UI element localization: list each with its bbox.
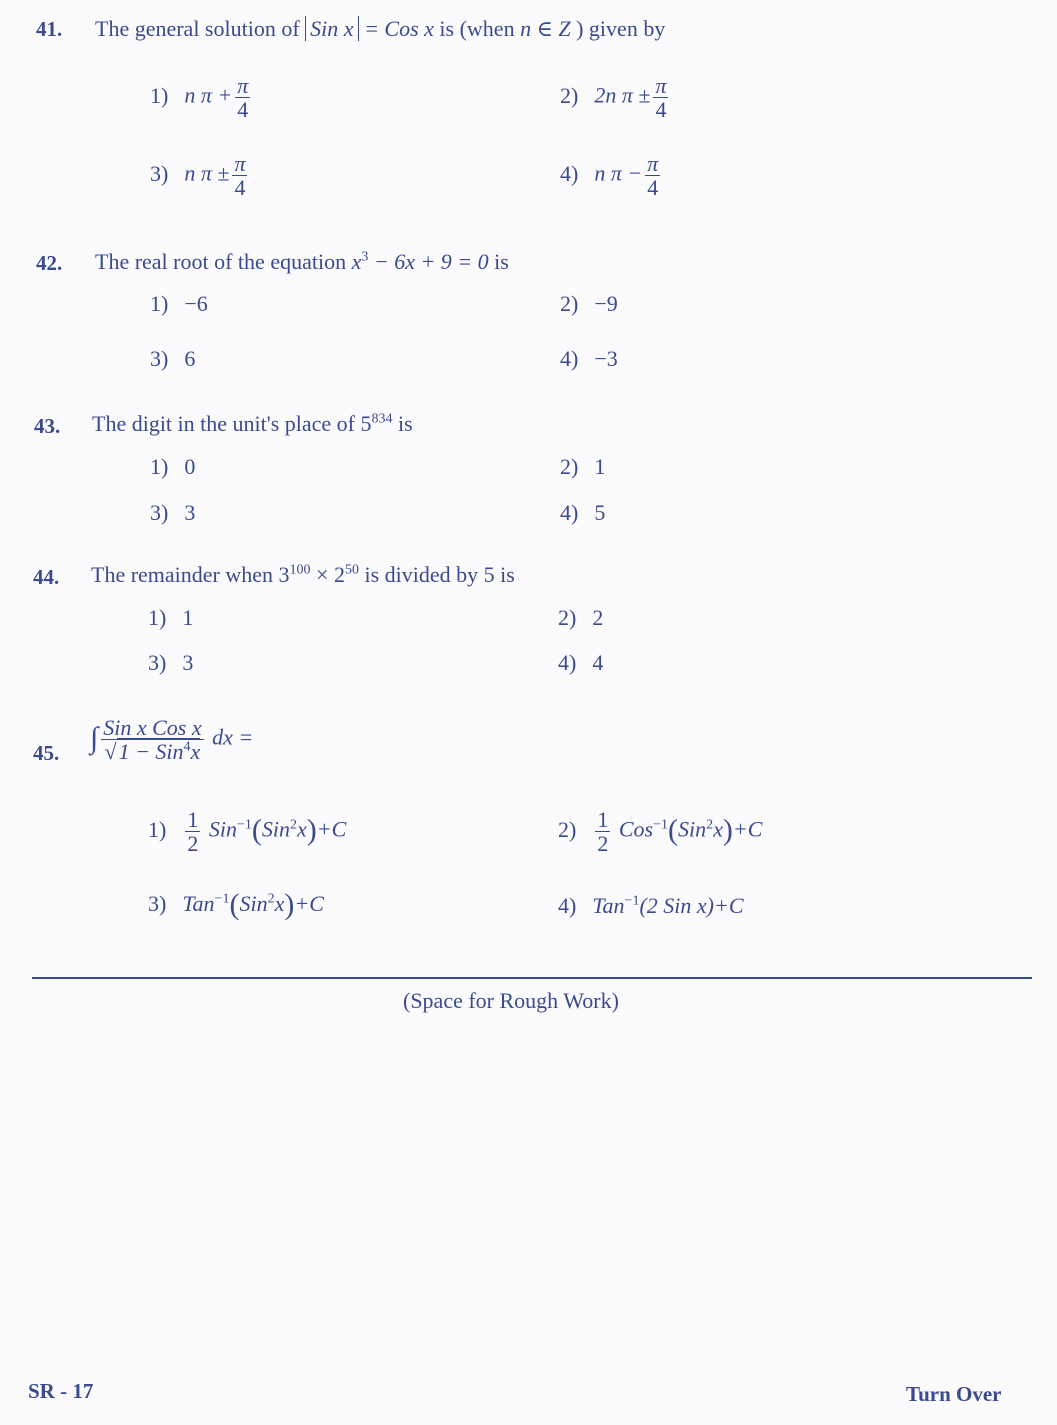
- option-label: 2): [560, 82, 579, 108]
- q44-base1: 3: [278, 562, 290, 587]
- q45-den-pre: 1 − Sin: [118, 739, 184, 765]
- frac-den: 4: [655, 97, 667, 123]
- frac-den: 2: [597, 831, 609, 857]
- q44-base2: 2: [333, 562, 345, 587]
- option-arg-exp: 2: [289, 817, 297, 833]
- option-inv: −1: [214, 891, 230, 907]
- q45-option-4[interactable]: [558, 893, 744, 919]
- option-value: 3: [184, 500, 196, 525]
- q41-stem-post: ) given by: [576, 16, 666, 41]
- frac-den: 4: [237, 97, 249, 123]
- option-value: 5: [594, 500, 606, 525]
- option-label: 1): [150, 454, 169, 479]
- option-label: 1): [150, 291, 169, 316]
- q42-option-2[interactable]: [560, 291, 618, 317]
- option-fn: Sin: [208, 816, 237, 842]
- q42-stem-exp: 3: [361, 249, 369, 265]
- option-inv: −1: [624, 893, 640, 909]
- option-fn: Cos: [618, 816, 654, 842]
- frac-num: π: [237, 73, 249, 98]
- q45-den-post: x: [190, 739, 201, 765]
- option-tail: +C: [713, 893, 744, 918]
- frac-den: 4: [234, 175, 246, 201]
- q44-option-4[interactable]: [558, 650, 603, 676]
- q42-option-4[interactable]: [560, 346, 618, 372]
- question-45-number: 45.: [33, 741, 60, 765]
- option-label: 2): [558, 816, 577, 842]
- option-label: 4): [558, 893, 577, 918]
- question-44-number: 44.: [33, 565, 60, 589]
- question-42-stem: [95, 249, 509, 275]
- q43-stem-base: 5: [360, 411, 372, 436]
- option-arg: Sin: [261, 816, 290, 842]
- question-41-number: 41.: [36, 17, 63, 41]
- option-arg-post: x: [274, 891, 285, 916]
- q44-stem-post: is divided by 5 is: [364, 562, 515, 587]
- option-value: 1: [182, 605, 194, 630]
- option-fn: Tan: [182, 891, 215, 916]
- option-label: 4): [560, 346, 579, 371]
- option-value: −6: [184, 291, 208, 316]
- q41-stem-pre: The general solution of: [95, 16, 300, 41]
- rough-work-divider: [32, 977, 1032, 979]
- turn-over-label: Turn Over: [906, 1382, 1002, 1406]
- option-inv: −1: [653, 817, 668, 833]
- q43-option-4[interactable]: [560, 500, 605, 526]
- q44-option-1[interactable]: [148, 605, 193, 631]
- q41-stem-eq: = Cos x: [364, 16, 434, 41]
- option-arg: Sin: [677, 816, 707, 842]
- option-arg-exp: 2: [267, 891, 275, 907]
- integral-sign: ∫: [90, 721, 99, 755]
- q45-option-3[interactable]: 3) Tan$^{-1}$(Sin$^2$x)+C: [148, 888, 324, 921]
- option-label: 3): [148, 891, 167, 916]
- frac-num: 1: [597, 807, 609, 832]
- frac-num: 1: [187, 807, 199, 832]
- option-value: 0: [184, 454, 196, 479]
- page-code: SR - 17: [28, 1379, 94, 1403]
- q41-option-3[interactable]: [150, 152, 250, 199]
- q42-option-3[interactable]: [150, 346, 195, 372]
- option-tail: +C: [294, 891, 324, 916]
- q41-option-2[interactable]: [560, 74, 671, 121]
- option-tail: +C: [316, 816, 347, 842]
- question-43-number: 43.: [34, 414, 61, 438]
- frac-num: π: [655, 73, 667, 98]
- option-expr: n π ±: [184, 160, 230, 186]
- q45-numerator: Sin x Cos x: [103, 715, 202, 740]
- option-label: 2): [560, 454, 579, 479]
- q43-option-1[interactable]: [150, 454, 195, 480]
- q42-stem-post: is: [494, 249, 509, 274]
- option-label: 1): [148, 605, 167, 630]
- option-label: 1): [148, 816, 167, 842]
- frac-num: π: [234, 151, 246, 176]
- frac-num: π: [647, 151, 659, 176]
- option-value: 3: [182, 650, 194, 675]
- question-45-stem: [90, 716, 253, 763]
- option-tail: +C: [732, 816, 763, 842]
- option-arg-post: x: [296, 816, 307, 842]
- q44-exp2: 50: [344, 562, 359, 578]
- q42-stem-base: x: [351, 249, 362, 274]
- q42-stem-rest: − 6x + 9 = 0: [373, 249, 489, 274]
- question-43-stem: [92, 411, 413, 437]
- option-value: 1: [594, 454, 606, 479]
- option-value: −3: [594, 346, 618, 371]
- option-label: 2): [558, 605, 577, 630]
- option-arg: Sin: [239, 891, 268, 916]
- q41-stem-abs: Sin x: [310, 16, 354, 41]
- option-value: −9: [594, 291, 618, 316]
- frac-den: 2: [187, 831, 199, 857]
- q43-stem-exp: 834: [371, 411, 393, 427]
- frac-den: 4: [647, 175, 659, 201]
- rough-work-label: (Space for Rough Work): [403, 988, 619, 1013]
- q43-option-2[interactable]: [560, 454, 605, 480]
- question-42-number: 42.: [36, 251, 63, 275]
- option-expr: 2n π ±: [594, 82, 651, 108]
- option-label: 4): [560, 160, 579, 186]
- q42-option-1[interactable]: [150, 291, 208, 317]
- q44-exp1: 100: [289, 562, 311, 578]
- q45-option-2[interactable]: 2) $\frac{1}{2}$ Cos$^{-1}$(Sin$^2$x)+C: [558, 807, 763, 857]
- option-label: 3): [150, 346, 169, 371]
- q42-stem-pre: The real root of the equation: [95, 249, 347, 274]
- option-label: 3): [148, 650, 167, 675]
- option-label: 2): [560, 291, 579, 316]
- option-arg-post: x: [713, 816, 723, 842]
- q45-option-1[interactable]: 1) $\frac{1}{2}$ Sin$^{-1}$(Sin$^2$x)+C: [148, 807, 347, 857]
- q45-tail: dx =: [212, 724, 254, 750]
- option-label: 3): [150, 160, 169, 186]
- sqrt-sign: √: [104, 739, 117, 765]
- option-value: 6: [184, 346, 196, 371]
- q44-stem-pre: The remainder when: [91, 562, 274, 587]
- option-expr: n π +: [184, 82, 233, 108]
- option-inv: −1: [236, 817, 252, 833]
- option-label: 4): [560, 500, 579, 525]
- question-41-stem: [95, 16, 665, 42]
- option-label: 4): [558, 650, 577, 675]
- q41-stem-mid: is (when: [439, 16, 515, 41]
- option-label: 1): [150, 82, 169, 108]
- q43-option-3[interactable]: [150, 500, 195, 526]
- q45-den-exp: 4: [183, 739, 191, 755]
- option-arg: (2 Sin x): [639, 893, 714, 918]
- option-expr: n π −: [594, 160, 643, 186]
- q43-stem-post: is: [398, 411, 413, 436]
- q41-option-4[interactable]: [560, 152, 663, 199]
- q44-times: ×: [316, 562, 329, 587]
- q41-stem-cond: n ∈ Z: [520, 16, 571, 41]
- option-fn: Tan: [592, 893, 625, 918]
- option-label: 3): [150, 500, 169, 525]
- q44-option-2[interactable]: [558, 605, 603, 631]
- q44-option-3[interactable]: [148, 650, 193, 676]
- option-value: 2: [592, 605, 604, 630]
- q41-option-1[interactable]: [150, 74, 253, 121]
- option-value: 4: [592, 650, 604, 675]
- option-arg-exp: 2: [706, 817, 714, 833]
- q43-stem-pre: The digit in the unit's place of: [92, 411, 356, 436]
- question-44-stem: [91, 562, 515, 588]
